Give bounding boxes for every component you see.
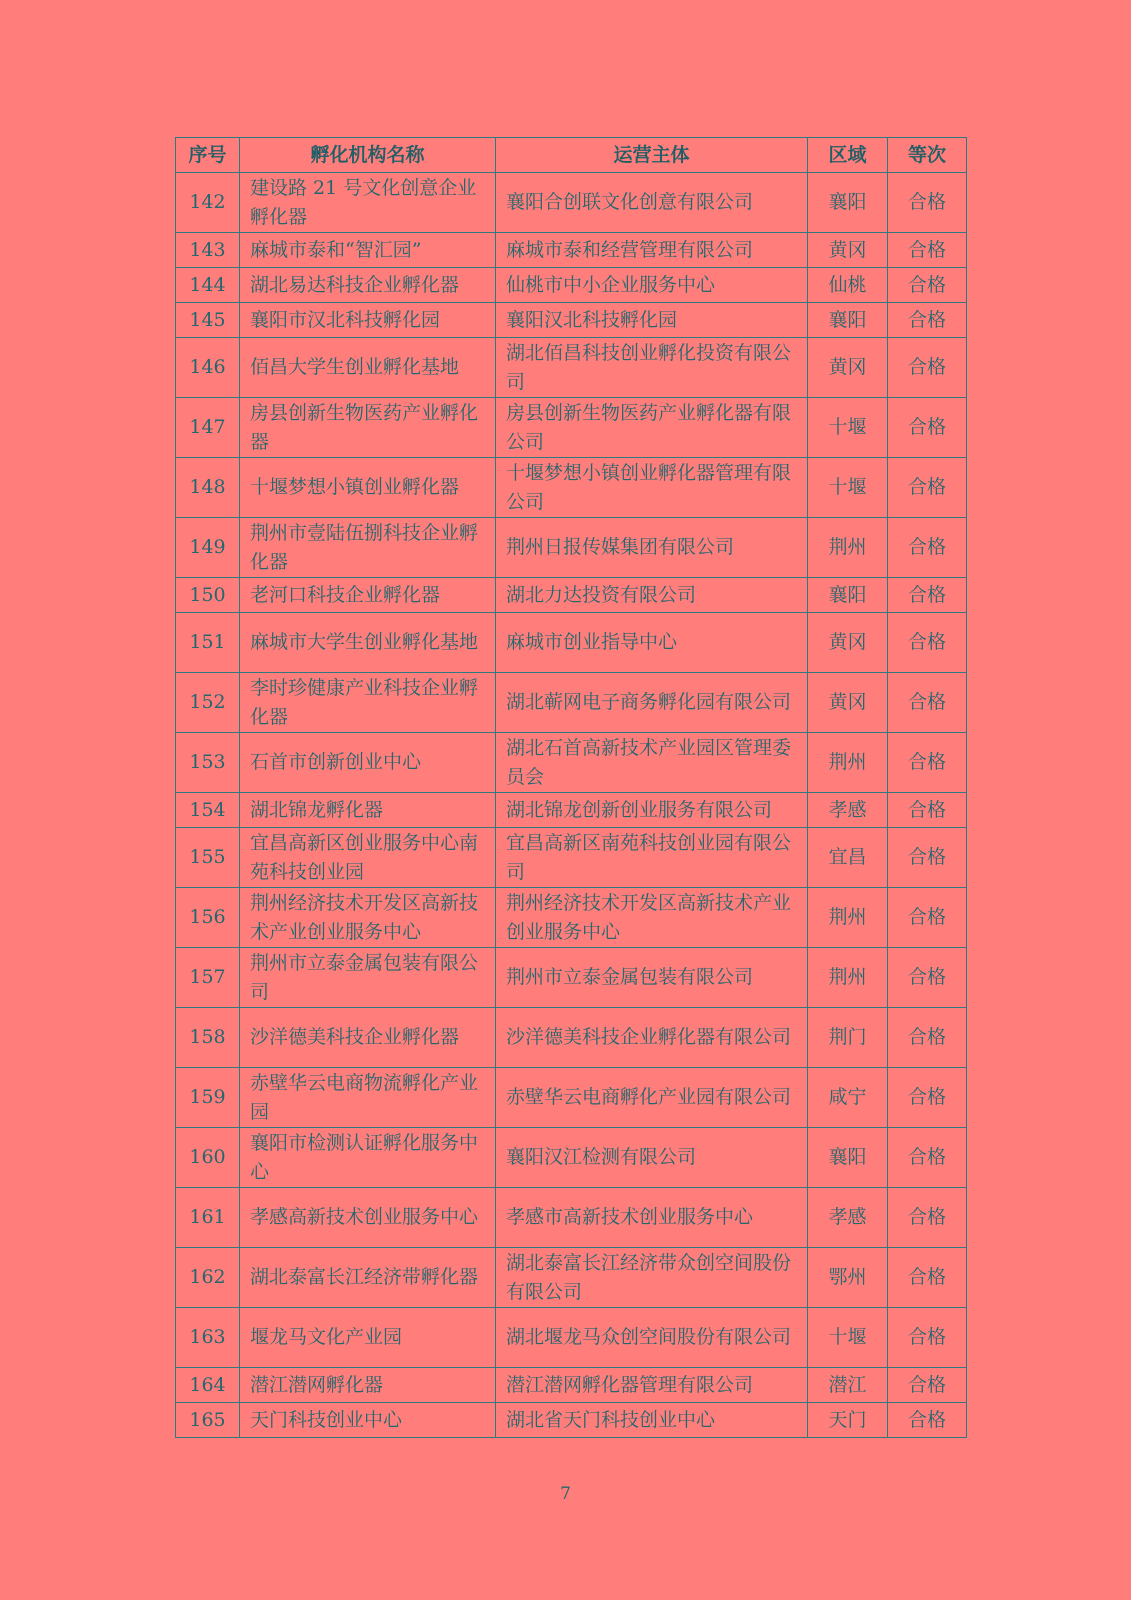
cell-grade: 合格 bbox=[888, 888, 967, 948]
table-row bbox=[176, 578, 967, 613]
cell-incubator-name: 宜昌高新区创业服务中心南苑科技创业园 bbox=[240, 828, 496, 888]
table-row bbox=[176, 1368, 967, 1403]
cell-operator: 襄阳合创联文化创意有限公司 bbox=[496, 173, 808, 233]
cell-incubator-name: 赤壁华云电商物流孵化产业园 bbox=[240, 1068, 496, 1128]
cell-operator: 湖北堰龙马众创空间股份有限公司 bbox=[496, 1308, 808, 1368]
cell-serial: 148 bbox=[176, 458, 240, 518]
cell-region: 孝感 bbox=[808, 1188, 888, 1248]
cell-region: 十堰 bbox=[808, 458, 888, 518]
cell-grade: 合格 bbox=[888, 1403, 967, 1438]
cell-grade: 合格 bbox=[888, 398, 967, 458]
cell-incubator-name: 襄阳市汉北科技孵化园 bbox=[240, 303, 496, 338]
table-row bbox=[176, 1188, 967, 1248]
table-row bbox=[176, 268, 967, 303]
cell-incubator-name: 李时珍健康产业科技企业孵化器 bbox=[240, 673, 496, 733]
table-row bbox=[176, 1068, 967, 1128]
cell-operator: 荆州日报传媒集团有限公司 bbox=[496, 518, 808, 578]
cell-incubator-name: 荆州经济技术开发区高新技术产业创业服务中心 bbox=[240, 888, 496, 948]
page-number: 7 bbox=[560, 1484, 571, 1504]
cell-serial: 144 bbox=[176, 268, 240, 303]
cell-operator: 赤壁华云电商孵化产业园有限公司 bbox=[496, 1068, 808, 1128]
cell-serial: 152 bbox=[176, 673, 240, 733]
cell-incubator-name: 荆州市壹陆伍捌科技企业孵化器 bbox=[240, 518, 496, 578]
cell-incubator-name: 湖北锦龙孵化器 bbox=[240, 793, 496, 828]
table-row bbox=[176, 1248, 967, 1308]
cell-incubator-name: 麻城市大学生创业孵化基地 bbox=[240, 613, 496, 673]
cell-region: 孝感 bbox=[808, 793, 888, 828]
table-row bbox=[176, 1008, 967, 1068]
cell-region: 十堰 bbox=[808, 1308, 888, 1368]
cell-region: 襄阳 bbox=[808, 578, 888, 613]
table-row bbox=[176, 233, 967, 268]
cell-region: 十堰 bbox=[808, 398, 888, 458]
cell-incubator-name: 堰龙马文化产业园 bbox=[240, 1308, 496, 1368]
cell-grade: 合格 bbox=[888, 1308, 967, 1368]
cell-serial: 161 bbox=[176, 1188, 240, 1248]
cell-region: 宜昌 bbox=[808, 828, 888, 888]
cell-grade: 合格 bbox=[888, 1128, 967, 1188]
table-row bbox=[176, 458, 967, 518]
cell-region: 黄冈 bbox=[808, 233, 888, 268]
cell-incubator-name: 沙洋德美科技企业孵化器 bbox=[240, 1008, 496, 1068]
cell-operator: 麻城市创业指导中心 bbox=[496, 613, 808, 673]
cell-serial: 142 bbox=[176, 173, 240, 233]
header-serial: 序号 bbox=[176, 138, 240, 173]
cell-incubator-name: 建设路 21 号文化创意企业孵化器 bbox=[240, 173, 496, 233]
cell-operator: 荆州经济技术开发区高新技术产业创业服务中心 bbox=[496, 888, 808, 948]
cell-operator: 襄阳汉北科技孵化园 bbox=[496, 303, 808, 338]
table-row bbox=[176, 338, 967, 398]
table-row bbox=[176, 1308, 967, 1368]
cell-incubator-name: 天门科技创业中心 bbox=[240, 1403, 496, 1438]
cell-grade: 合格 bbox=[888, 828, 967, 888]
cell-region: 荆州 bbox=[808, 733, 888, 793]
cell-grade: 合格 bbox=[888, 303, 967, 338]
cell-grade: 合格 bbox=[888, 1068, 967, 1128]
cell-region: 襄阳 bbox=[808, 173, 888, 233]
cell-serial: 150 bbox=[176, 578, 240, 613]
cell-operator: 湖北省天门科技创业中心 bbox=[496, 1403, 808, 1438]
cell-incubator-name: 老河口科技企业孵化器 bbox=[240, 578, 496, 613]
cell-operator: 襄阳汉江检测有限公司 bbox=[496, 1128, 808, 1188]
cell-operator: 湖北锦龙创新创业服务有限公司 bbox=[496, 793, 808, 828]
cell-grade: 合格 bbox=[888, 578, 967, 613]
cell-grade: 合格 bbox=[888, 233, 967, 268]
cell-operator: 房县创新生物医药产业孵化器有限公司 bbox=[496, 398, 808, 458]
header-incubator-name: 孵化机构名称 bbox=[240, 138, 496, 173]
cell-incubator-name: 孝感高新技术创业服务中心 bbox=[240, 1188, 496, 1248]
cell-operator: 孝感市高新技术创业服务中心 bbox=[496, 1188, 808, 1248]
cell-region: 襄阳 bbox=[808, 1128, 888, 1188]
cell-incubator-name: 房县创新生物医药产业孵化器 bbox=[240, 398, 496, 458]
table-row bbox=[176, 828, 967, 888]
cell-serial: 151 bbox=[176, 613, 240, 673]
table-row bbox=[176, 398, 967, 458]
cell-serial: 164 bbox=[176, 1368, 240, 1403]
cell-serial: 145 bbox=[176, 303, 240, 338]
cell-serial: 149 bbox=[176, 518, 240, 578]
cell-grade: 合格 bbox=[888, 518, 967, 578]
cell-operator: 湖北石首高新技术产业园区管理委员会 bbox=[496, 733, 808, 793]
incubator-table bbox=[175, 137, 967, 1438]
cell-incubator-name: 湖北易达科技企业孵化器 bbox=[240, 268, 496, 303]
cell-serial: 154 bbox=[176, 793, 240, 828]
table-row bbox=[176, 673, 967, 733]
cell-grade: 合格 bbox=[888, 268, 967, 303]
cell-grade: 合格 bbox=[888, 948, 967, 1008]
cell-serial: 157 bbox=[176, 948, 240, 1008]
cell-operator: 沙洋德美科技企业孵化器有限公司 bbox=[496, 1008, 808, 1068]
cell-operator: 潜江潜网孵化器管理有限公司 bbox=[496, 1368, 808, 1403]
cell-grade: 合格 bbox=[888, 613, 967, 673]
cell-operator: 宜昌高新区南苑科技创业园有限公司 bbox=[496, 828, 808, 888]
cell-serial: 165 bbox=[176, 1403, 240, 1438]
cell-incubator-name: 荆州市立泰金属包装有限公司 bbox=[240, 948, 496, 1008]
cell-region: 黄冈 bbox=[808, 673, 888, 733]
cell-region: 荆州 bbox=[808, 948, 888, 1008]
cell-region: 荆门 bbox=[808, 1008, 888, 1068]
cell-region: 荆州 bbox=[808, 518, 888, 578]
cell-serial: 163 bbox=[176, 1308, 240, 1368]
cell-incubator-name: 湖北泰富长江经济带孵化器 bbox=[240, 1248, 496, 1308]
cell-grade: 合格 bbox=[888, 173, 967, 233]
cell-incubator-name: 佰昌大学生创业孵化基地 bbox=[240, 338, 496, 398]
cell-serial: 156 bbox=[176, 888, 240, 948]
header-operator: 运营主体 bbox=[496, 138, 808, 173]
cell-incubator-name: 襄阳市检测认证孵化服务中心 bbox=[240, 1128, 496, 1188]
cell-incubator-name: 石首市创新创业中心 bbox=[240, 733, 496, 793]
table-row bbox=[176, 733, 967, 793]
table-row bbox=[176, 1403, 967, 1438]
table-row bbox=[176, 303, 967, 338]
cell-grade: 合格 bbox=[888, 1008, 967, 1068]
cell-incubator-name: 十堰梦想小镇创业孵化器 bbox=[240, 458, 496, 518]
cell-region: 荆州 bbox=[808, 888, 888, 948]
cell-operator: 十堰梦想小镇创业孵化器管理有限公司 bbox=[496, 458, 808, 518]
cell-grade: 合格 bbox=[888, 1248, 967, 1308]
cell-region: 仙桃 bbox=[808, 268, 888, 303]
cell-grade: 合格 bbox=[888, 1368, 967, 1403]
cell-serial: 155 bbox=[176, 828, 240, 888]
cell-region: 襄阳 bbox=[808, 303, 888, 338]
cell-grade: 合格 bbox=[888, 733, 967, 793]
cell-operator: 麻城市泰和经营管理有限公司 bbox=[496, 233, 808, 268]
cell-serial: 160 bbox=[176, 1128, 240, 1188]
cell-serial: 162 bbox=[176, 1248, 240, 1308]
cell-grade: 合格 bbox=[888, 673, 967, 733]
cell-serial: 158 bbox=[176, 1008, 240, 1068]
cell-serial: 159 bbox=[176, 1068, 240, 1128]
table-row bbox=[176, 1128, 967, 1188]
table-row bbox=[176, 518, 967, 578]
cell-operator: 荆州市立泰金属包装有限公司 bbox=[496, 948, 808, 1008]
table-row bbox=[176, 613, 967, 673]
cell-operator: 湖北佰昌科技创业孵化投资有限公司 bbox=[496, 338, 808, 398]
cell-region: 黄冈 bbox=[808, 613, 888, 673]
cell-grade: 合格 bbox=[888, 793, 967, 828]
cell-operator: 仙桃市中小企业服务中心 bbox=[496, 268, 808, 303]
cell-region: 黄冈 bbox=[808, 338, 888, 398]
cell-operator: 湖北泰富长江经济带众创空间股份有限公司 bbox=[496, 1248, 808, 1308]
cell-serial: 147 bbox=[176, 398, 240, 458]
cell-grade: 合格 bbox=[888, 1188, 967, 1248]
cell-region: 潜江 bbox=[808, 1368, 888, 1403]
cell-region: 咸宁 bbox=[808, 1068, 888, 1128]
table-row bbox=[176, 948, 967, 1008]
table-row bbox=[176, 793, 967, 828]
cell-operator: 湖北蕲网电子商务孵化园有限公司 bbox=[496, 673, 808, 733]
table-header-row bbox=[176, 138, 967, 173]
header-region: 区域 bbox=[808, 138, 888, 173]
cell-incubator-name: 潜江潜网孵化器 bbox=[240, 1368, 496, 1403]
cell-grade: 合格 bbox=[888, 458, 967, 518]
cell-serial: 143 bbox=[176, 233, 240, 268]
cell-incubator-name: 麻城市泰和“智汇园” bbox=[240, 233, 496, 268]
cell-region: 天门 bbox=[808, 1403, 888, 1438]
cell-grade: 合格 bbox=[888, 338, 967, 398]
cell-serial: 146 bbox=[176, 338, 240, 398]
table-row bbox=[176, 173, 967, 233]
cell-serial: 153 bbox=[176, 733, 240, 793]
cell-operator: 湖北力达投资有限公司 bbox=[496, 578, 808, 613]
header-grade: 等次 bbox=[888, 138, 967, 173]
table-row bbox=[176, 888, 967, 948]
cell-region: 鄂州 bbox=[808, 1248, 888, 1308]
